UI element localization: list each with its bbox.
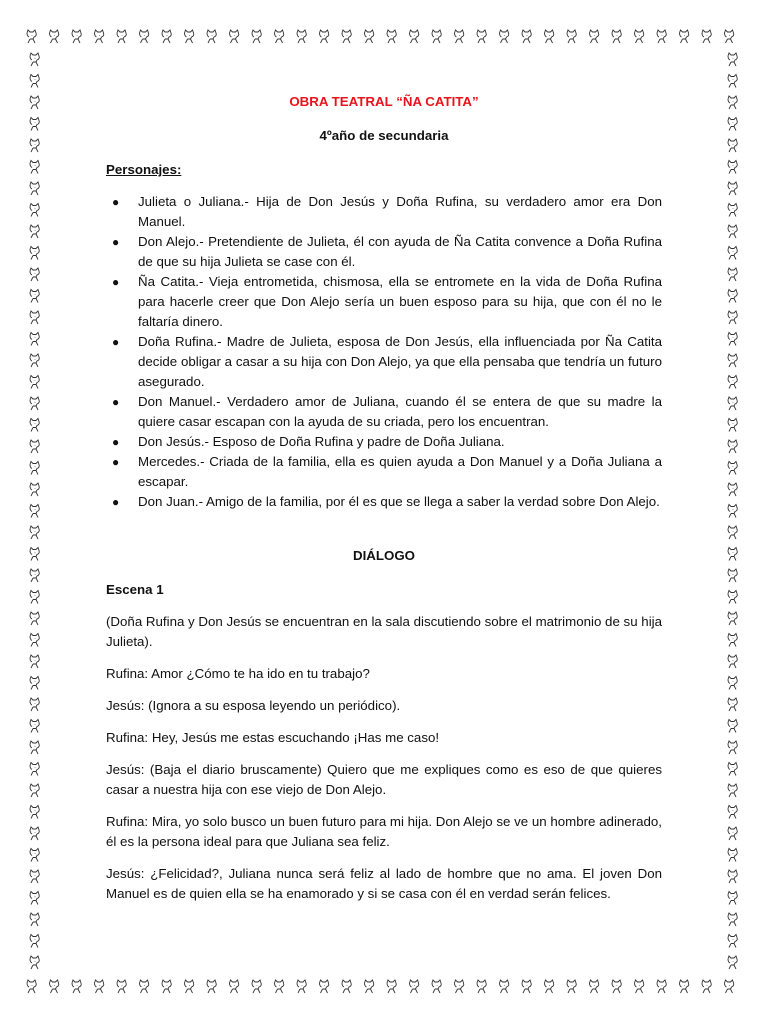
cat-figure-icon xyxy=(22,50,48,974)
bullet-icon: ● xyxy=(112,435,120,449)
character-description: Don Alejo.- Pretendiente de Julieta, él con ayuda de Ña Catita convence a Doña Rufina de que su hija Julieta se case con él. xyxy=(138,234,662,269)
bullet-icon: ● xyxy=(112,495,120,509)
bullet-icon: ● xyxy=(112,195,120,209)
list-item xyxy=(106,192,662,232)
characters-list xyxy=(106,192,662,512)
list-item xyxy=(106,272,662,332)
character-description: Don Manuel.- Verdadero amor de Juliana, cuando él se entera de que su madre la quiere casar escapan con la ayuda de su criada, pero los encuentran. xyxy=(138,394,662,429)
bullet-icon: ● xyxy=(112,335,120,349)
character-description: Don Juan.- Amigo de la familia, por él es que se llega a saber la verdad sobre Don Alejo. xyxy=(138,494,660,509)
stage-direction: (Doña Rufina y Don Jesús se encuentran en la sala discutiendo sobre el matrimonio de su hija Julieta). xyxy=(106,614,662,649)
cat-figure-icon xyxy=(22,974,746,1000)
character-description: Julieta o Juliana.- Hija de Don Jesús y Doña Rufina, su verdadero amor era Don Manuel. xyxy=(138,194,662,229)
page-border-bottom xyxy=(22,974,746,1000)
list-item xyxy=(106,332,662,392)
character-description: Don Jesús.- Esposo de Doña Rufina y padre de Doña Juliana. xyxy=(138,434,505,449)
scene-heading: Escena 1 xyxy=(106,582,164,597)
character-description: Ña Catita.- Vieja entrometida, chismosa, ella se entromete en la vida de Doña Rufina para hacerle creer que Don Alejo sería un buen esposo para su hija, que con él no le faltaría dinero. xyxy=(138,274,662,329)
document-page xyxy=(106,80,662,904)
cat-figure-icon xyxy=(22,24,746,50)
document-subtitle: 4ºaño de secundaria xyxy=(319,128,449,143)
list-item xyxy=(106,452,662,492)
dialog-line: Jesús: ¿Felicidad?, Juliana nunca será feliz al lado de hombre que no ama. El joven Don Manuel es de quien ella se ha enamorado y si se casa con él en verdad serán felices. xyxy=(106,866,662,901)
list-item xyxy=(106,392,662,432)
list-item xyxy=(106,232,662,272)
bullet-icon: ● xyxy=(112,455,120,469)
dialog-line: Rufina: Hey, Jesús me estas escuchando ¡Has me caso! xyxy=(106,730,440,745)
list-item xyxy=(106,432,662,452)
document-title: OBRA TEATRAL “ÑA CATITA” xyxy=(289,94,479,109)
bullet-icon: ● xyxy=(112,235,120,249)
dialog-line: Rufina: Mira, yo solo busco un buen futuro para mi hija. Don Alejo se ve un hombre adinerado, él es la persona ideal para que Juliana sea feliz. xyxy=(106,814,662,849)
dialog-heading: DIÁLOGO xyxy=(352,548,416,563)
character-description: Mercedes.- Criada de la familia, ella es quien ayuda a Don Manuel y a Doña Juliana a escapar. xyxy=(138,454,662,489)
page-border-top xyxy=(22,24,746,50)
bullet-icon: ● xyxy=(112,395,120,409)
list-item xyxy=(106,492,662,512)
bullet-icon: ● xyxy=(112,275,120,289)
page-border-left xyxy=(22,50,48,974)
characters-heading: Personajes: xyxy=(106,162,182,177)
dialog-line: Jesús: (Baja el diario bruscamente) Quiero que me expliques como es eso de que quieres casar a nuestra hija con ese viejo de Don Alejo. xyxy=(106,762,662,797)
cat-figure-icon xyxy=(720,50,746,974)
page-border-right xyxy=(720,50,746,974)
dialog-line: Rufina: Amor ¿Cómo te ha ido en tu trabajo? xyxy=(106,666,370,681)
character-description: Doña Rufina.- Madre de Julieta, esposa de Don Jesús, ella influenciada por Ña Catita decide obligar a casar a su hija con Don Alejo, ya que ella pensaba que tendría un futuro asegurado. xyxy=(138,334,662,389)
dialog-line: Jesús: (Ignora a su esposa leyendo un periódico). xyxy=(106,698,401,713)
